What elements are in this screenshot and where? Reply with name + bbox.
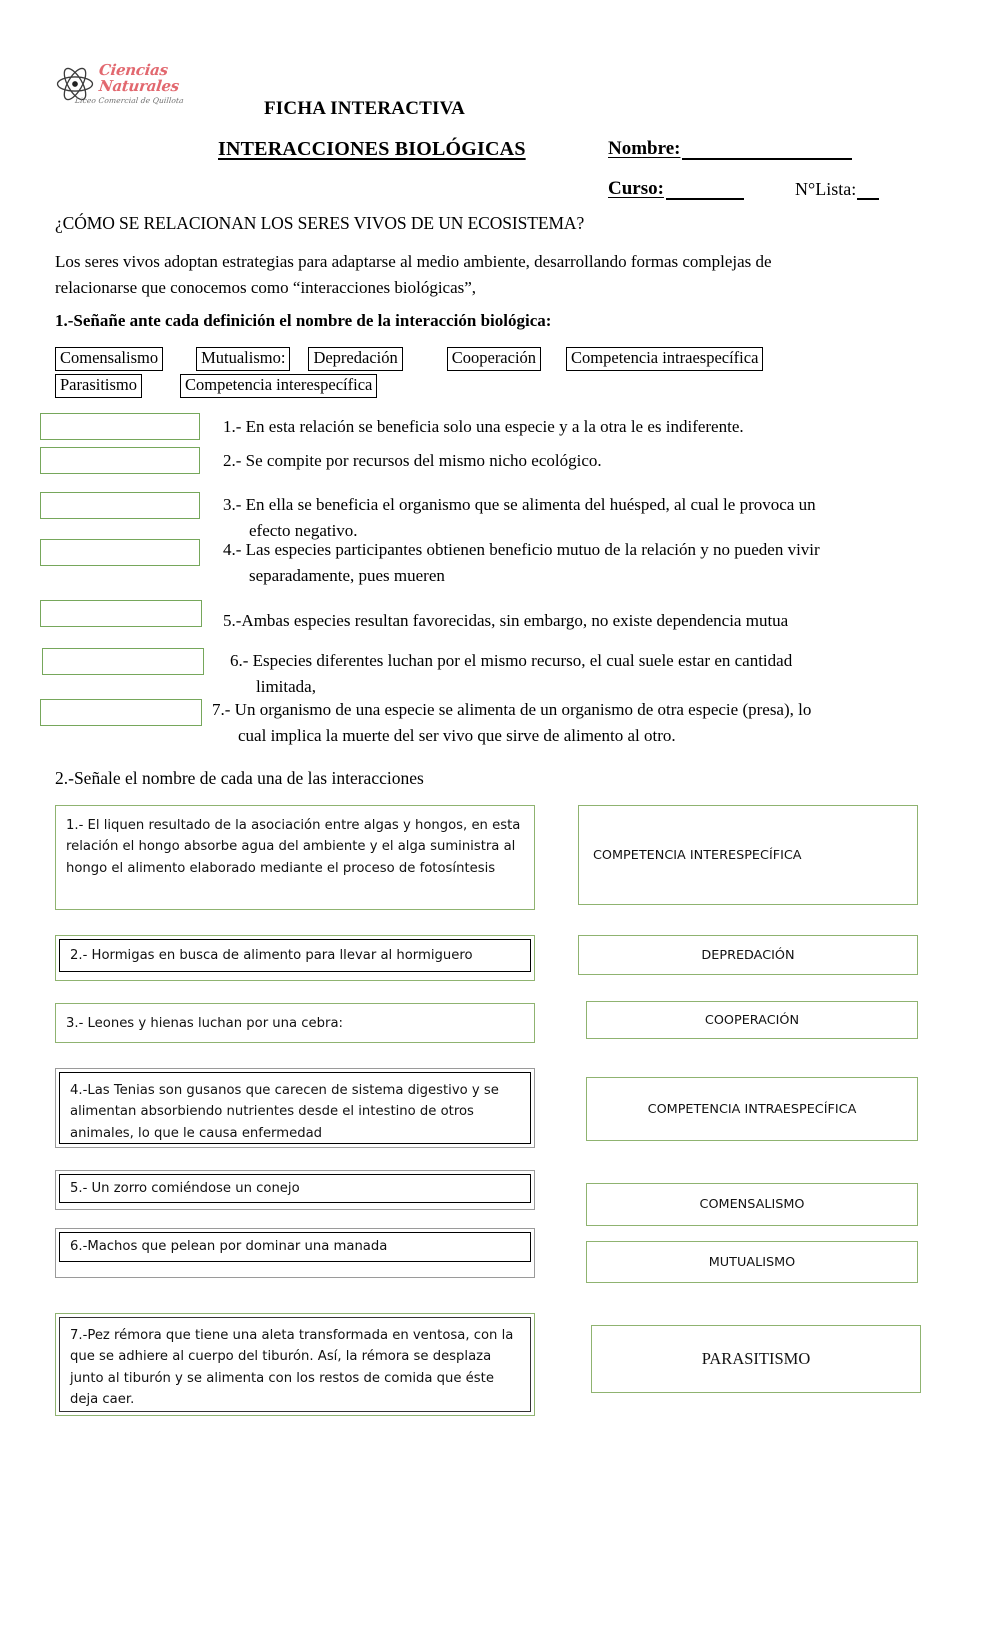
example-item-7[interactable] <box>55 1313 535 1416</box>
definition-line-1: 7.- Un organismo de una especie se alimenta de un organismo de otra especie (presa), lo <box>212 700 812 719</box>
answer-option-5[interactable] <box>586 1183 918 1226</box>
lista-blank[interactable] <box>857 182 879 200</box>
definition-line-2: separadamente, pues mueren <box>249 565 445 585</box>
curso-field[interactable] <box>608 178 744 200</box>
page-title: FICHA INTERACTIVA <box>264 98 466 119</box>
intro-question: ¿CÓMO SE RELACIONAN LOS SERES VIVOS DE UN ECOSISTEMA? <box>55 213 585 233</box>
example-text: 5.- Un zorro comiéndose un conejo <box>59 1174 531 1203</box>
example-item-1[interactable] <box>55 805 535 910</box>
example-item-3[interactable] <box>55 1003 535 1043</box>
nombre-blank[interactable] <box>682 140 852 160</box>
example-text: 4.-Las Tenias son gusanos que carecen de sistema digestivo y se alimentan absorbiendo nutrientes desde el intestino de otros animales, lo que le causa enfermedad <box>59 1072 531 1144</box>
logo-line-2: Naturales <box>98 77 180 96</box>
example-text: 3.- Leones y hienas luchan por una cebra: <box>66 1016 343 1031</box>
definition-text-6 <box>230 648 930 699</box>
word-bank-chip[interactable]: Depredación <box>308 347 402 371</box>
word-bank-chip[interactable]: Competencia intraespecífica <box>566 347 763 371</box>
answer-option-1[interactable] <box>578 805 918 905</box>
answer-option-label: COMPETENCIA INTRAESPECÍFICA <box>647 1101 857 1117</box>
definition-text-5 <box>223 608 923 634</box>
definition-line-2: limitada, <box>256 676 316 696</box>
word-bank-chip[interactable]: Comensalismo <box>55 347 163 371</box>
word-bank <box>55 347 935 398</box>
example-item-6[interactable] <box>55 1228 535 1278</box>
answer-blank-1[interactable] <box>40 413 200 440</box>
answers-column <box>578 805 918 1415</box>
answer-blank-3[interactable] <box>40 492 200 519</box>
word-bank-chip[interactable]: Cooperación <box>447 347 541 371</box>
example-text: 1.- El liquen resultado de la asociación entre algas y hongos, en esta relación el hongo absorbe agua del ambiente y el alga suministra al hongo el alimento elaborado mediante el proceso de fotosíntesis <box>66 818 521 876</box>
example-item-4[interactable] <box>55 1068 535 1148</box>
definition-text-3 <box>223 492 923 543</box>
nombre-field[interactable] <box>608 138 852 160</box>
examples-column <box>55 805 535 1438</box>
definition-text-1 <box>223 414 923 440</box>
answer-option-6[interactable] <box>586 1241 918 1283</box>
answer-option-label: DEPREDACIÓN <box>701 947 795 963</box>
answer-option-4[interactable] <box>586 1077 918 1141</box>
school-logo <box>55 55 185 113</box>
example-item-2[interactable] <box>55 935 535 981</box>
answer-option-label: COMPETENCIA INTERESPECÍFICA <box>593 847 802 863</box>
answer-option-2[interactable] <box>578 935 918 975</box>
answer-option-3[interactable] <box>586 1001 918 1039</box>
answer-blank-4[interactable] <box>40 539 200 566</box>
word-bank-chip[interactable]: Competencia interespecífica <box>180 374 377 398</box>
curso-label: Curso: <box>608 178 664 199</box>
curso-blank[interactable] <box>666 180 744 200</box>
definition-line-2: efecto negativo. <box>249 520 358 540</box>
answer-option-7[interactable] <box>591 1325 921 1393</box>
answer-blank-2[interactable] <box>40 447 200 474</box>
definition-line-1: 3.- En ella se beneficia el organismo que se alimenta del huésped, al cual le provoca un <box>223 495 816 514</box>
answer-blank-6[interactable] <box>42 648 204 675</box>
definition-line-1: 2.- Se compite por recursos del mismo nicho ecológico. <box>223 451 602 470</box>
nombre-label: Nombre: <box>608 138 681 159</box>
section1-heading: 1.-Señañe ante cada definición el nombre de la interacción biológica: <box>55 311 552 330</box>
definition-line-1: 5.-Ambas especies resultan favorecidas, sin embargo, no existe dependencia mutua <box>223 611 789 630</box>
logo-line-1: Ciencias <box>98 61 169 80</box>
answer-option-label: PARASITISMO <box>701 1349 811 1368</box>
example-text: 2.- Hormigas en busca de alimento para llevar al hormiguero <box>59 939 531 972</box>
page-subtitle: INTERACCIONES BIOLÓGICAS <box>218 138 526 160</box>
lista-label: N°Lista: <box>795 179 857 199</box>
answer-option-label: COOPERACIÓN <box>704 1012 800 1028</box>
word-bank-chip[interactable]: Parasitismo <box>55 374 142 398</box>
example-item-5[interactable] <box>55 1170 535 1210</box>
answer-blank-5[interactable] <box>40 600 202 627</box>
intro-paragraph: Los seres vivos adoptan estrategias para adaptarse al medio ambiente, desarrollando formas complejas de relacionarse que conocemos como “interacciones biológicas”, <box>55 252 772 298</box>
word-bank-chip[interactable]: Mutualismo: <box>196 347 290 371</box>
definition-line-1: 1.- En esta relación se beneficia solo una especie y a la otra le es indiferente. <box>223 417 744 436</box>
example-text: 7.-Pez rémora que tiene una aleta transformada en ventosa, con la que se adhiere al cuerpo del tiburón. Así, la rémora se desplaza junto al tiburón y se alimenta con los restos de comida que éste deja caer. <box>59 1317 531 1412</box>
example-text: 6.-Machos que pelean por dominar una manada <box>59 1232 531 1262</box>
definition-line-1: 6.- Especies diferentes luchan por el mismo recurso, el cual suele estar en cantidad <box>230 651 793 670</box>
definition-line-2: cual implica la muerte del ser vivo que sirve de alimento al otro. <box>238 725 676 745</box>
answer-blank-7[interactable] <box>40 699 202 726</box>
logo-subtitle: Liceo Comercial de Quillota <box>74 96 185 106</box>
definition-text-4 <box>223 537 923 588</box>
definition-line-1: 4.- Las especies participantes obtienen beneficio mutuo de la relación y no pueden vivir <box>223 540 820 559</box>
section2-heading: 2.-Señale el nombre de cada una de las interacciones <box>55 768 424 788</box>
definition-text-7 <box>212 697 932 748</box>
definition-text-2 <box>223 448 923 474</box>
answer-option-label: COMENSALISMO <box>699 1197 805 1212</box>
lista-field[interactable] <box>795 179 879 200</box>
answer-option-label: MUTUALISMO <box>708 1254 796 1270</box>
